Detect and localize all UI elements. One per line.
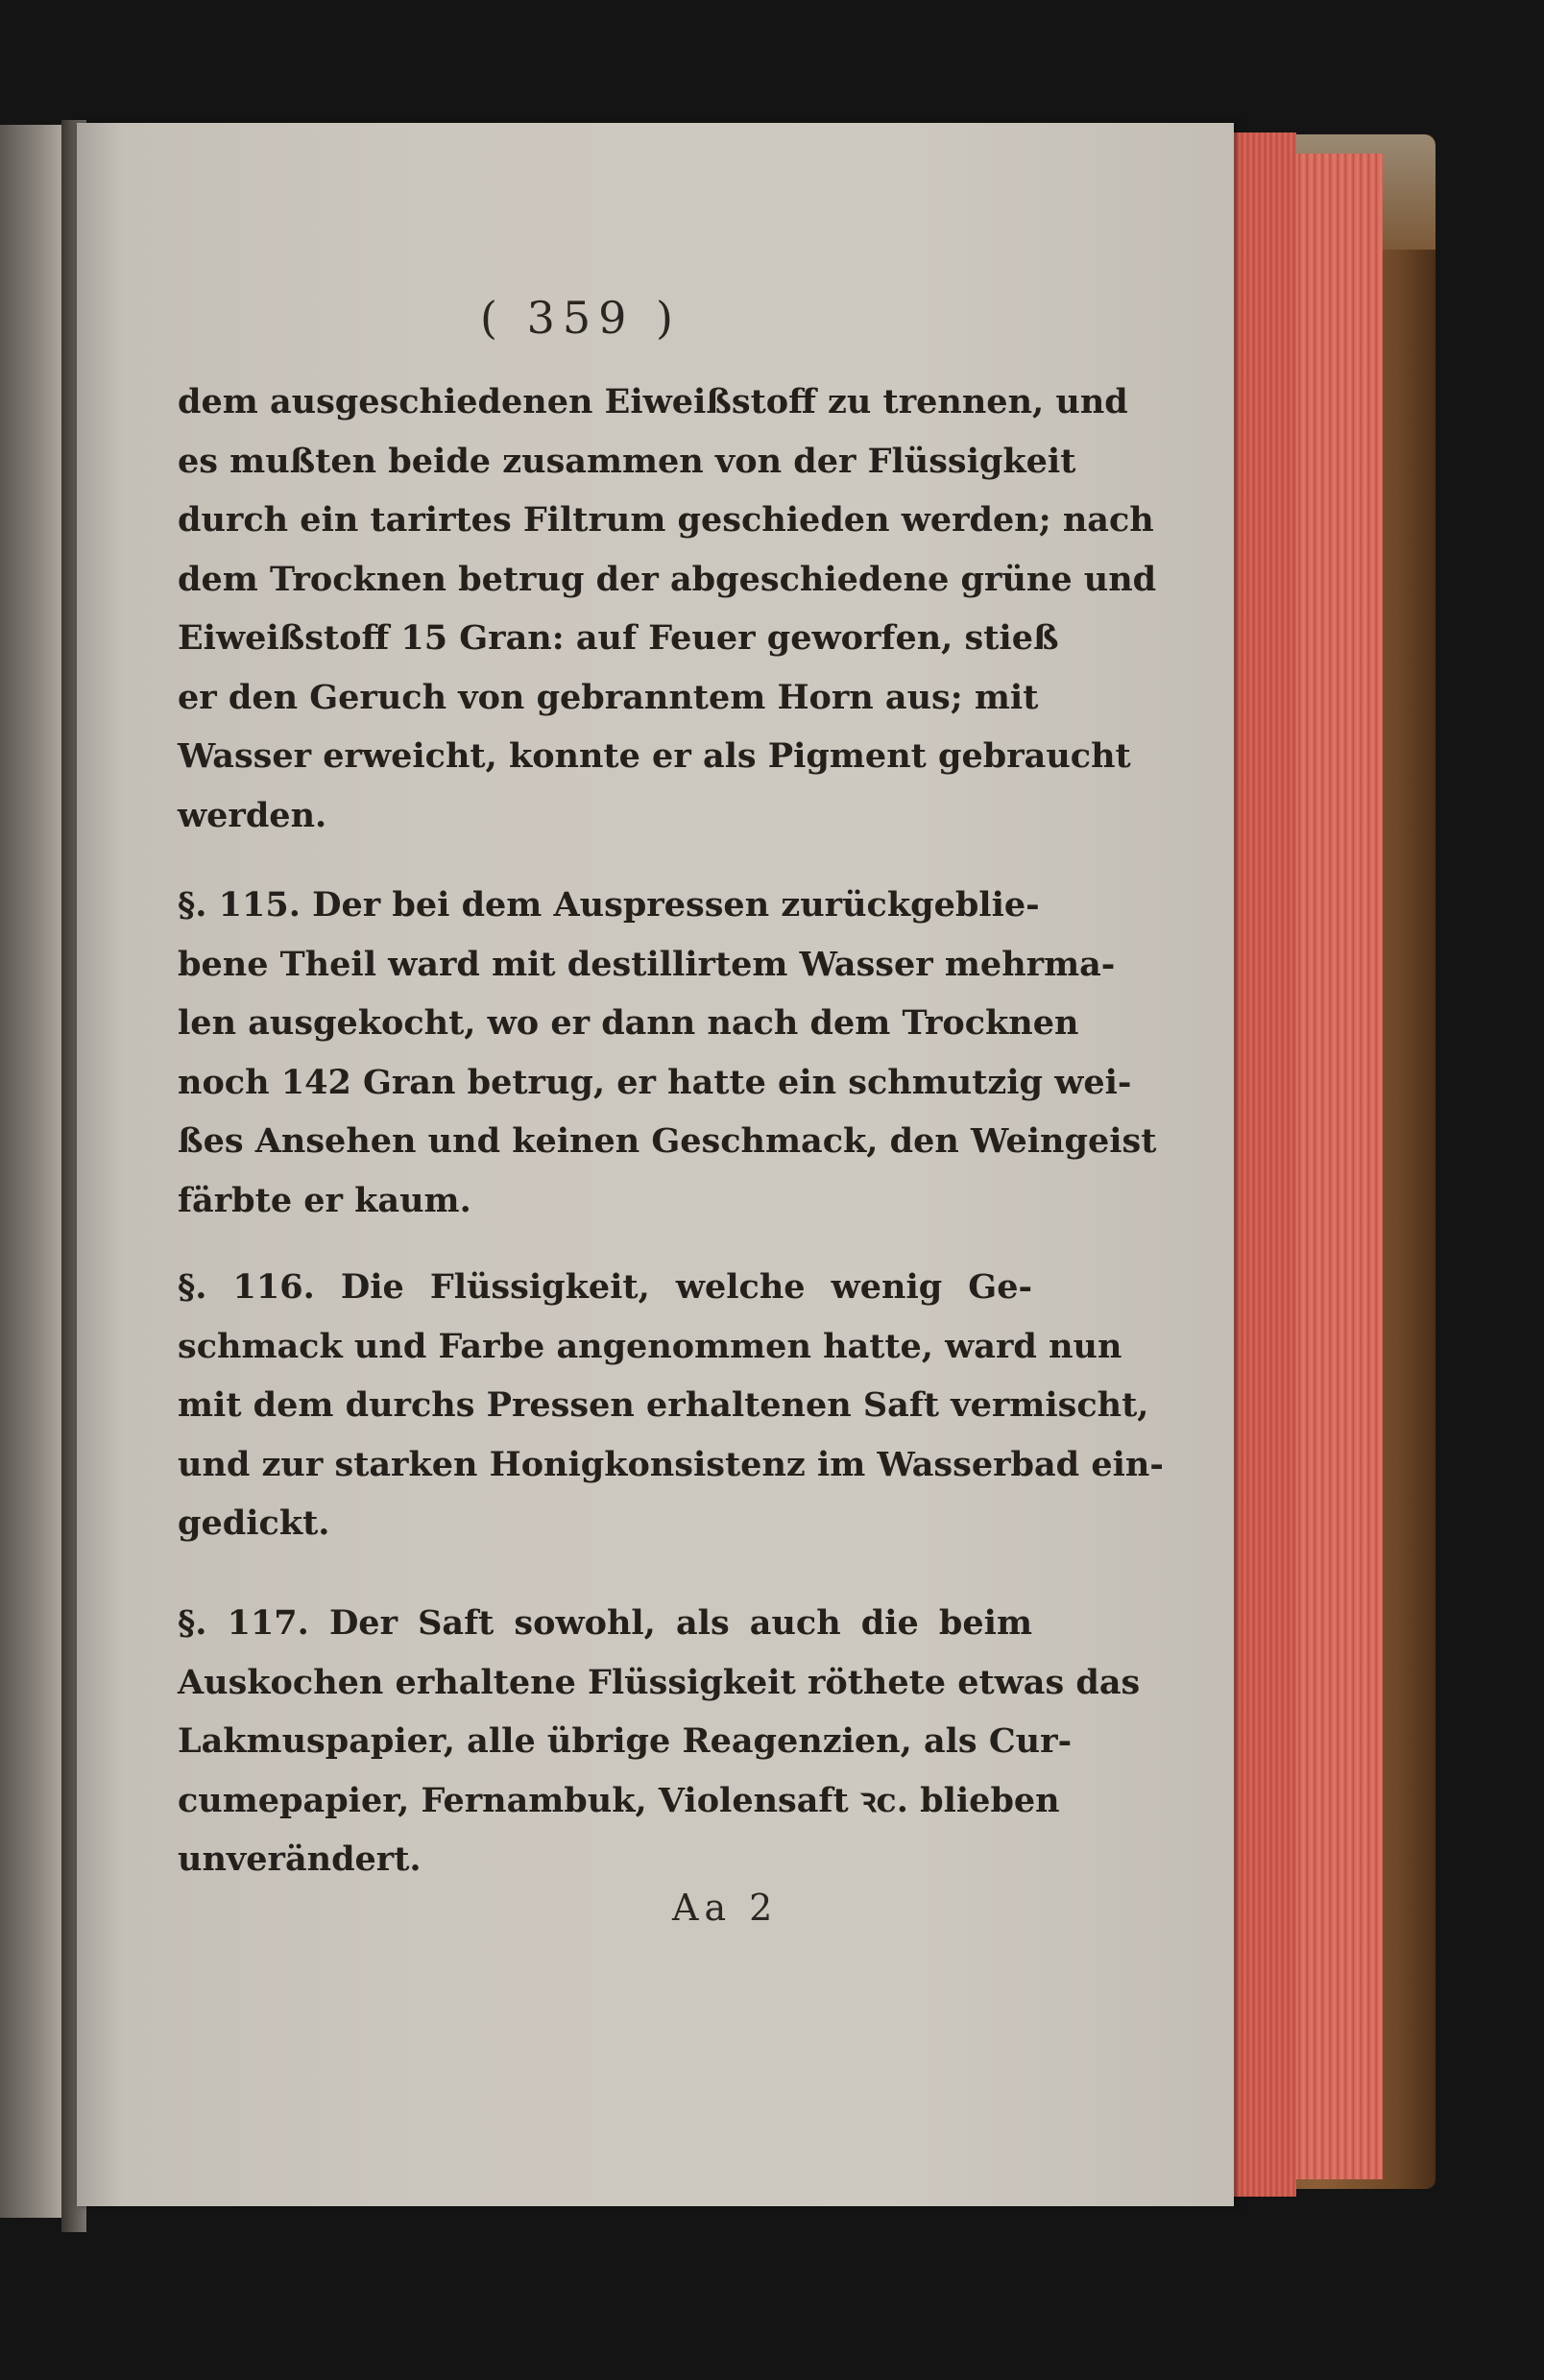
text-line: dem ausgeschiedenen Eiweißstoff zu trennen, und: [178, 382, 1128, 421]
paragraph-115: [178, 876, 1157, 1230]
text-line: unverändert.: [178, 1839, 422, 1879]
text-line: §. 117. Der Saft sowohl, als auch die beim: [178, 1603, 1032, 1643]
text-line: bene Theil ward mit destillirtem Wasser mehrma-: [178, 944, 1116, 984]
text-line: und zur starken Honigkonsistenz im Wasserbad ein-: [178, 1444, 1164, 1484]
text-line: er den Geruch von gebranntem Horn aus; mit: [178, 677, 1039, 717]
text-line: schmack und Farbe angenommen hatte, ward nun: [178, 1326, 1122, 1366]
text-line: färbte er kaum.: [178, 1180, 471, 1220]
paragraph-1: [178, 373, 1157, 845]
text-line: gedickt.: [178, 1503, 330, 1543]
text-line: Auskochen erhaltene Flüssigkeit röthete etwas das: [178, 1662, 1141, 1702]
text-line: §. 116. Die Flüssigkeit, welche wenig Ge-: [178, 1267, 1032, 1307]
paragraph-117: [178, 1594, 1141, 1889]
text-line: ßes Ansehen und keinen Geschmack, den Weingeist: [178, 1121, 1157, 1161]
text-line: §. 115. Der bei dem Auspressen zurückgeblie-: [178, 885, 1040, 925]
text-line: durch ein tarirtes Filtrum geschieden werden; nach: [178, 500, 1154, 540]
text-line: cumepapier, Fernambuk, Violensaft ꝛc. blieben: [178, 1780, 1060, 1820]
text-line: Lakmuspapier, alle übrige Reagenzien, als Cur-: [178, 1721, 1073, 1761]
page-number-header: ( 359 ): [480, 292, 681, 344]
text-line: mit dem durchs Pressen erhaltenen Saft vermischt,: [178, 1385, 1149, 1425]
text-line: dem Trocknen betrug der abgeschiedene grüne und: [178, 559, 1157, 599]
text-line: noch 142 Gran betrug, er hatte ein schmutzig wei-: [178, 1062, 1132, 1102]
text-line: es mußten beide zusammen von der Flüssigkeit: [178, 441, 1076, 481]
text-line: Wasser erweicht, konnte er als Pigment gebraucht: [178, 736, 1131, 776]
left-facing-page: [0, 125, 67, 2218]
text-line: len ausgekocht, wo er dann nach dem Trocknen: [178, 1003, 1079, 1043]
signature-mark: Aa 2: [672, 1887, 779, 1929]
text-line: Eiweißstoff 15 Gran: auf Feuer geworfen, stieß: [178, 618, 1059, 658]
text-line: werden.: [178, 795, 327, 835]
paragraph-116: [178, 1258, 1164, 1553]
